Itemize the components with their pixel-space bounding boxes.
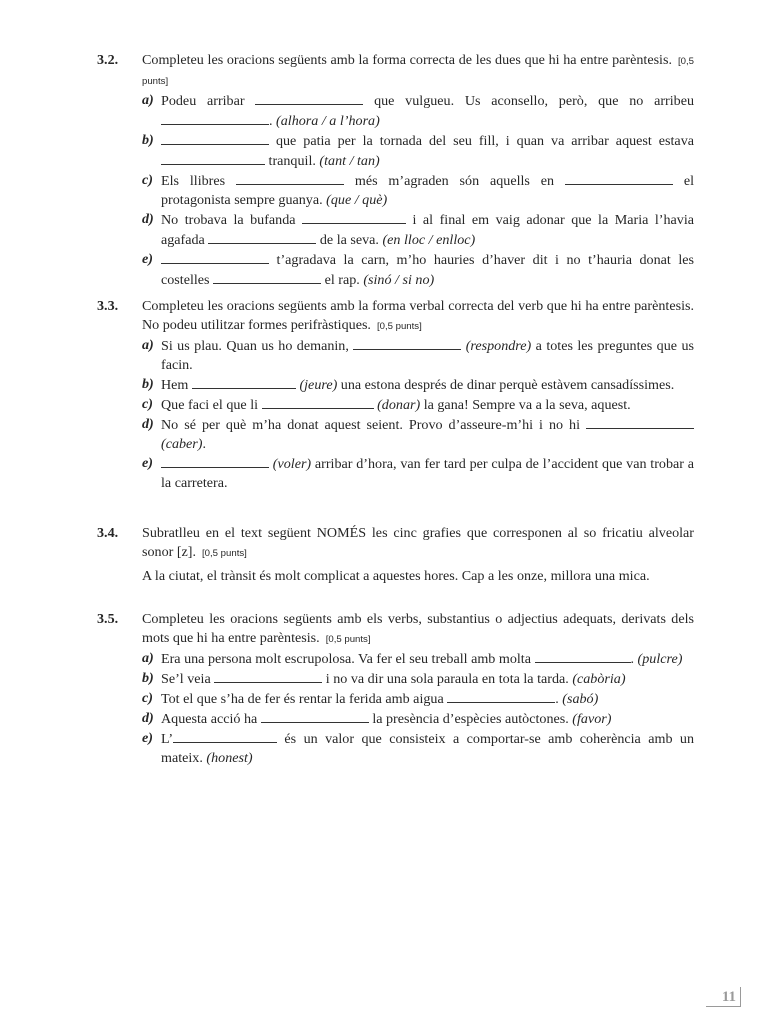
hint-text: (sabó) <box>562 691 599 707</box>
answer-blank[interactable] <box>255 91 363 105</box>
exercise-item-a: a) Podeu arribar que vulgueu. Us aconsello, però, que no arribeu . (alhora / a l’hora) <box>142 92 694 129</box>
exercise-item-a: a) Si us plau. Quan us ho demanin, (respondre) a totes les preguntes que us facin. <box>142 337 694 373</box>
exercise-instruction: Completeu les oracions següents amb la forma verbal correcta del verb que hi ha entre parèntesis. No podeu utilitzar formes perifràstiques. [0,5 punts] <box>142 298 694 333</box>
answer-blank[interactable] <box>236 171 344 185</box>
points-label: [0,5 punts] <box>376 321 422 332</box>
answer-blank[interactable] <box>208 230 316 244</box>
answer-blank[interactable] <box>447 689 555 703</box>
hint-text: (que / què) <box>326 192 388 208</box>
exercise-item-d: d) Aquesta acció ha la presència d’espècies autòctones. (favor) <box>142 710 612 727</box>
points-label: [0,5 punts] <box>202 548 247 559</box>
hint-text: (favor) <box>572 711 612 727</box>
points-label: [0,5 punts] <box>325 634 371 645</box>
exercise-item-d: d) No sé per què m’ha donat aquest seient. Provo d’asseure-m’hi i no hi (caber). <box>142 415 694 454</box>
exercise-item-b: b) Se’l veia i no va dir una sola paraula en tota la tarda. (cabòria) <box>142 670 626 687</box>
answer-blank[interactable] <box>353 336 461 350</box>
hint-text: (donar) <box>377 397 421 413</box>
exercise-item-e: e) (voler) arribar d’hora, van fer tard per culpa de l’accident que van trobar a la carretera. <box>142 455 694 491</box>
exercise-item-c: c) Que faci el que li (donar) la gana! Sempre va a la seva, aquest. <box>142 396 631 413</box>
hint-text: (pulcre) <box>637 651 683 667</box>
exercise-item-c: c) Tot el que s’ha de fer és rentar la ferida amb aigua . (sabó) <box>142 690 599 707</box>
exercise-item-a: a) Era una persona molt escrupolosa. Va fer el seu treball amb molta . (pulcre) <box>142 650 683 667</box>
answer-blank[interactable] <box>565 171 673 185</box>
exercise-number: 3.2. <box>97 52 119 68</box>
answer-blank[interactable] <box>214 669 322 683</box>
hint-text: (honest) <box>206 750 253 766</box>
exercise-paragraph[interactable]: A la ciutat, el trànsit és molt complicat a aquestes hores. Cap a les onze, millora una mica. <box>142 568 650 584</box>
hint-text: (cabòria) <box>572 671 626 687</box>
page-number: 11 <box>706 987 741 1007</box>
page-number-rule <box>706 1006 741 1007</box>
hint-text: (alhora / a l’hora) <box>276 113 380 129</box>
answer-blank[interactable] <box>161 151 265 165</box>
exercise-instruction: Completeu les oracions següents amb la forma correcta de les dues que hi ha entre parèntesis. [0,5 punts] <box>142 52 694 87</box>
hint-text: (en lloc / enlloc) <box>382 232 476 248</box>
exercise-3-2 <box>97 51 694 290</box>
points-label: [0,5 punts] <box>142 56 694 87</box>
hint-text: (voler) <box>272 456 312 472</box>
exercise-item-e: e) t’agradava la carn, m’ho hauries d’haver dit i no t’hauria donat les costelles el rap. (sinó / si no) <box>142 251 694 288</box>
exercise-3-3 <box>97 297 694 493</box>
exercise-3-4 <box>97 524 694 586</box>
exercise-item-e: e) L’ és un valor que consisteix a comportar-se amb coherència amb un mateix. (honest) <box>142 730 694 766</box>
answer-blank[interactable] <box>161 250 269 264</box>
exercise-item-b: b) que patia per la tornada del seu fill, i quan va arribar aquest estava tranquil. (tant / tan) <box>142 132 694 169</box>
hint-text: (jeure) <box>299 377 338 393</box>
answer-blank[interactable] <box>261 709 369 723</box>
answer-blank[interactable] <box>173 729 277 743</box>
exercise-item-b: b) Hem (jeure) una estona després de dinar perquè estàvem cansadíssimes. <box>142 376 675 393</box>
answer-blank[interactable] <box>262 395 374 409</box>
answer-blank[interactable] <box>535 649 631 663</box>
exercise-instruction: Completeu les oracions següents amb els verbs, substantius o adjectius adequats, derivats dels mots que hi ha entre parèntesis. [0,5 punts] <box>142 611 694 646</box>
exercise-number: 3.5. <box>97 611 119 627</box>
exercise-item-c: c) Els llibres més m’agraden són aquells en el protagonista sempre guanya. (que / què) <box>142 172 694 208</box>
hint-text: (sinó / si no) <box>363 272 435 288</box>
answer-blank[interactable] <box>192 375 296 389</box>
answer-blank[interactable] <box>161 454 269 468</box>
exercise-number: 3.4. <box>97 525 119 541</box>
answer-blank[interactable] <box>161 131 269 145</box>
exercise-item-d: d) No trobava la bufanda i al final em vaig adonar que la Maria l’havia agafada de la seva. (en lloc / enlloc) <box>142 211 694 248</box>
answer-blank[interactable] <box>302 210 406 224</box>
hint-text: (respondre) <box>465 338 532 354</box>
answer-blank[interactable] <box>161 111 269 125</box>
exercise-3-5 <box>97 610 694 768</box>
answer-blank[interactable] <box>213 270 321 284</box>
exercise-number: 3.3. <box>97 298 119 314</box>
hint-text: (tant / tan) <box>319 153 380 169</box>
hint-text: (caber) <box>161 436 203 452</box>
exercise-instruction: Subratlleu en el text següent NOMÉS les cinc grafies que corresponen al so fricatiu alveolar sonor [z]. [0,5 punts] <box>142 525 694 560</box>
answer-blank[interactable] <box>586 415 694 429</box>
